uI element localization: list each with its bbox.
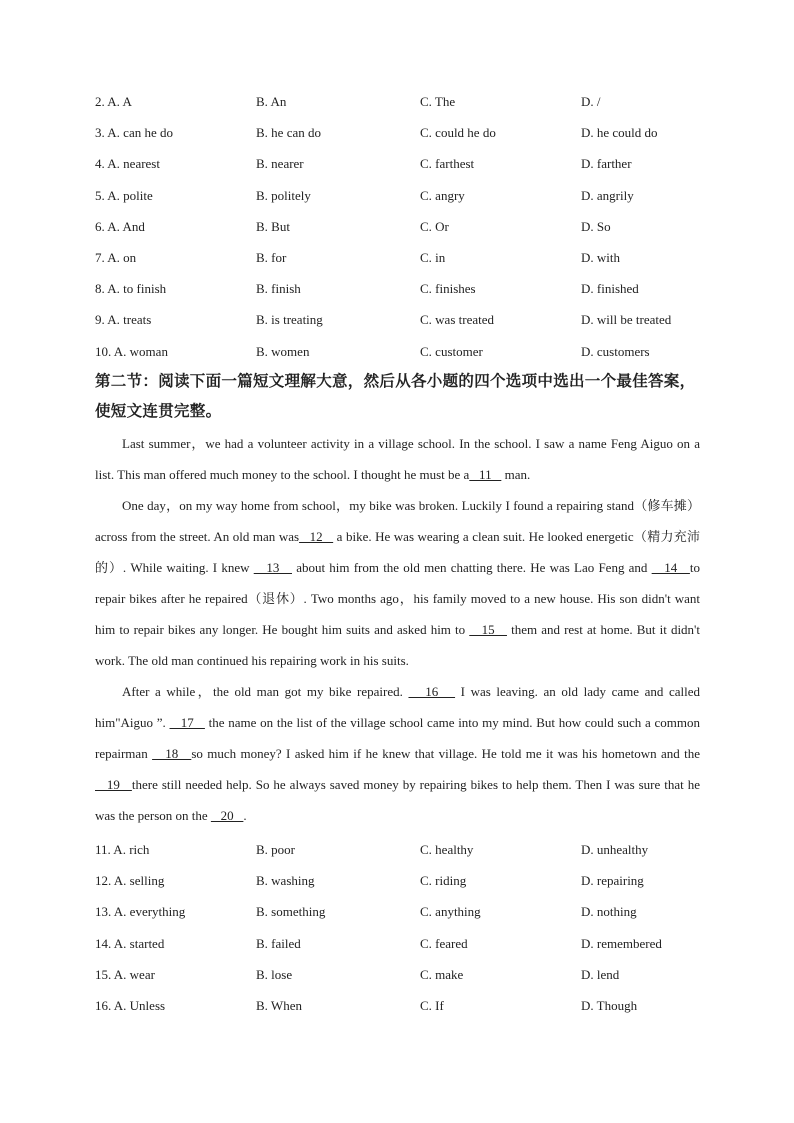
option-c: C. healthy xyxy=(420,842,474,857)
option-b: B. When xyxy=(256,997,302,1013)
answer-blank: 14 xyxy=(651,560,690,575)
option-d: D. customers xyxy=(581,343,650,359)
answer-blank: 13 xyxy=(253,560,292,575)
cloze-passage xyxy=(95,428,700,831)
option-c: C. was treated xyxy=(420,312,495,328)
option-b: B. finish xyxy=(256,281,301,297)
option-c: C. riding xyxy=(420,873,467,889)
passage-text: there still needed help. So he always saved money by repairing bikes to help them. Then I was sure that he was the person on the xyxy=(95,777,700,823)
option-b: B. politely xyxy=(256,187,311,203)
option-d: D. will be treated xyxy=(581,312,672,328)
passage-paragraph xyxy=(95,428,700,490)
option-c: C. finishes xyxy=(420,281,476,297)
passage-text: the name on the list of the village school came into my mind. But how could such a common repairman xyxy=(95,715,700,761)
answer-blank: 11 xyxy=(469,467,502,482)
question-options-row xyxy=(95,304,735,335)
option-a: 6. A. And xyxy=(95,218,145,234)
passage-text: One day，on my way home from school，my bike was broken. Luckily I found a repairing stand（修车摊）across from the street. An old man was xyxy=(95,498,700,544)
question-options-row xyxy=(95,959,735,990)
passage-text: a bike. He was wearing a clean suit. He looked energetic（精力充沛的）. While waiting. I knew xyxy=(95,529,700,575)
question-options-row xyxy=(95,86,735,117)
question-options-row xyxy=(95,990,735,1021)
section-title: 第二节：阅读下面一篇短文理解大意，然后从各小题的四个选项中选出一个最佳答案，使短文连贯完整。 xyxy=(95,372,696,420)
option-d: D. lend xyxy=(581,966,620,982)
option-d: D. repairing xyxy=(581,873,644,889)
option-a: 2. A. A xyxy=(95,94,132,109)
option-a: 13. A. everything xyxy=(95,904,186,920)
question-options-row xyxy=(95,242,735,273)
option-c: C. angry xyxy=(420,187,465,203)
option-b: B. poor xyxy=(256,842,295,857)
options-list-top xyxy=(95,86,735,367)
option-d: D. Though xyxy=(581,997,638,1013)
option-b: B. is treating xyxy=(256,312,323,328)
option-b: B. he can do xyxy=(256,125,321,141)
options-list-bottom xyxy=(95,834,735,1021)
question-options-row xyxy=(95,865,735,896)
passage-text: man. xyxy=(501,467,531,482)
option-d: D. So xyxy=(581,218,611,234)
option-a: 11. A. rich xyxy=(95,842,150,857)
passage-text: Last summer，we had a volunteer activity in a village school. In the school. I saw a name Feng Aiguo on a list. This man offered much money to the school. I thought he must be a xyxy=(95,436,700,482)
option-c: C. customer xyxy=(420,343,483,359)
option-d: D. with xyxy=(581,249,620,265)
question-options-row xyxy=(95,180,735,211)
option-c: C. The xyxy=(420,94,456,109)
question-options-row xyxy=(95,211,735,242)
option-a: 5. A. polite xyxy=(95,187,153,203)
option-b: B. for xyxy=(256,249,287,265)
question-options-row xyxy=(95,834,735,865)
option-c: C. anything xyxy=(420,904,481,920)
option-a: 15. A. wear xyxy=(95,966,155,982)
option-c: C. in xyxy=(420,249,446,265)
question-options-row xyxy=(95,896,735,927)
option-b: B. failed xyxy=(256,935,301,951)
option-c: C. Or xyxy=(420,218,449,234)
option-c: C. feared xyxy=(420,935,468,951)
option-b: B. But xyxy=(256,218,290,234)
option-c: C. could he do xyxy=(420,125,496,141)
question-options-row xyxy=(95,117,735,148)
answer-blank: 12 xyxy=(299,529,334,544)
option-d: D. angrily xyxy=(581,187,634,203)
passage-text: I was leaving. an old lady came and called him"Aiguo ”. xyxy=(95,684,700,730)
question-options-row xyxy=(95,336,735,367)
option-a: 7. A. on xyxy=(95,249,137,265)
passage-paragraph xyxy=(95,490,700,676)
option-c: C. farthest xyxy=(420,156,475,172)
question-options-row xyxy=(95,148,735,179)
option-a: 10. A. woman xyxy=(95,343,168,359)
option-a: 3. A. can he do xyxy=(95,125,173,141)
option-a: 12. A. selling xyxy=(95,873,165,889)
answer-blank: 20 xyxy=(210,808,244,823)
option-b: B. lose xyxy=(256,966,293,982)
passage-text: After a while，the old man got my bike repaired. xyxy=(122,684,409,699)
option-d: D. / xyxy=(581,94,601,109)
passage-text: them and rest at home. But it didn't work. The old man continued his repairing work in his suits. xyxy=(95,622,701,668)
option-a: 4. A. nearest xyxy=(95,156,160,172)
option-d: D. finished xyxy=(581,281,639,297)
option-a: 8. A. to finish xyxy=(95,281,167,297)
option-d: D. remembered xyxy=(581,935,662,951)
option-c: C. make xyxy=(420,966,464,982)
passage-text: about him from the old men chatting there. He was Lao Feng and xyxy=(291,560,652,575)
answer-blank: 16 xyxy=(408,684,456,699)
option-b: B. washing xyxy=(256,873,315,889)
option-b: B. An xyxy=(256,94,287,109)
option-c: C. If xyxy=(420,997,444,1013)
answer-blank: 15 xyxy=(469,622,507,637)
option-d: D. farther xyxy=(581,156,632,172)
question-options-row xyxy=(95,273,735,304)
passage-text: to repair bikes after he repaired（退休）. Two months ago，his family moved to a new house. His son didn't want him to repair bikes any longer. He bought him suits and asked him to xyxy=(95,560,701,637)
passage-paragraph xyxy=(95,676,700,831)
option-a: 14. A. started xyxy=(95,935,165,951)
question-options-row xyxy=(95,928,735,959)
option-b: B. women xyxy=(256,343,310,359)
option-d: D. unhealthy xyxy=(581,842,649,857)
answer-blank: 18 xyxy=(152,746,192,761)
option-b: B. something xyxy=(256,904,326,920)
answer-blank: 19 xyxy=(95,777,132,792)
option-d: D. nothing xyxy=(581,904,637,920)
option-a: 16. A. Unless xyxy=(95,997,166,1013)
option-a: 9. A. treats xyxy=(95,312,152,328)
passage-text: . xyxy=(243,808,247,823)
answer-blank: 17 xyxy=(169,715,205,730)
passage-text: so much money? I asked him if he knew that village. He told me it was his hometown and the xyxy=(191,746,700,761)
option-d: D. he could do xyxy=(581,125,658,141)
option-b: B. nearer xyxy=(256,156,304,172)
